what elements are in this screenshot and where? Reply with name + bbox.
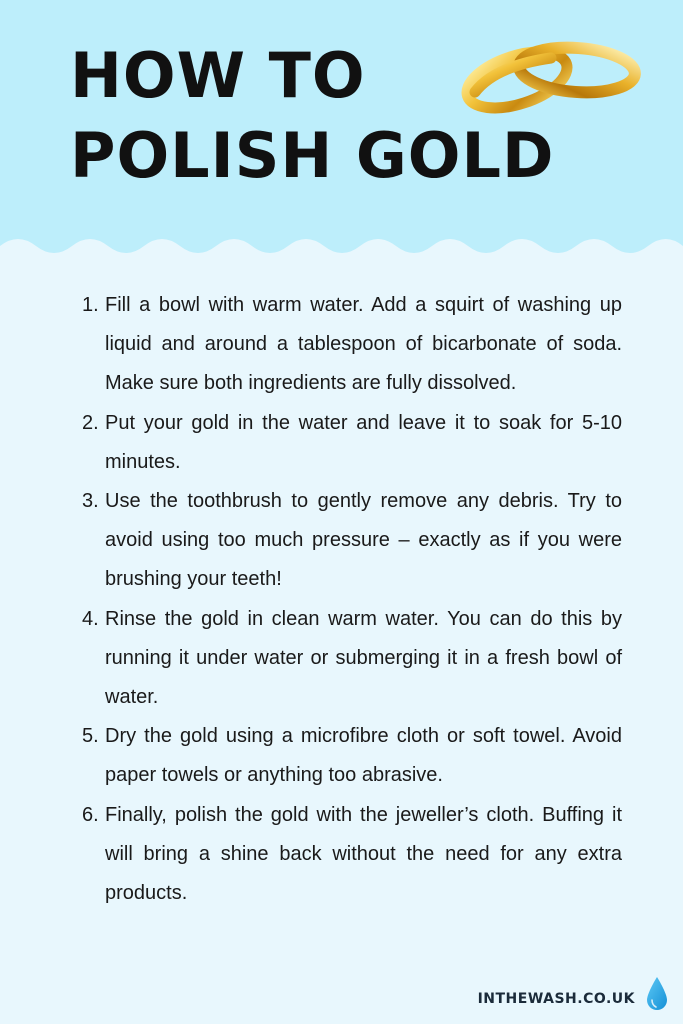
- step-number: 4.: [82, 607, 99, 630]
- footer: [478, 974, 669, 1014]
- step-text: Fill a bowl with warm water. Add a squirt of washing up liquid and around a tablespoon of bicarbonate of soda. Make sure both ingredients are fully dissolved.: [105, 294, 622, 395]
- step-text: Rinse the gold in clean warm water. You can do this by running it under water or submerging it in a fresh bowl of water.: [105, 607, 622, 709]
- list-item: [82, 600, 622, 718]
- step-number: 2.: [82, 411, 99, 434]
- list-item: [82, 482, 622, 600]
- step-number: 6.: [82, 803, 99, 826]
- step-number: 1.: [82, 294, 99, 316]
- title-line-1: HOW TO: [70, 39, 366, 112]
- title-line-2: POLISH GOLD: [70, 119, 555, 192]
- list-item: [82, 717, 622, 795]
- steps-list: [82, 286, 622, 913]
- wave-divider: [0, 232, 683, 272]
- list-item: [82, 286, 622, 404]
- water-drop-icon: [645, 976, 669, 1012]
- step-text: Dry the gold using a microfibre cloth or soft towel. Avoid paper towels or anything too abrasive.: [105, 725, 622, 787]
- step-number: 5.: [82, 725, 99, 748]
- brand-link[interactable]: INTHEWASH.CO.UK: [477, 991, 635, 1007]
- step-text: Put your gold in the water and leave it to soak for 5-10 minutes.: [105, 411, 622, 473]
- step-text: Use the toothbrush to gently remove any debris. Try to avoid using too much pressure – exactly as if you were brushing your teeth!: [105, 490, 622, 591]
- step-number: 3.: [82, 490, 99, 513]
- list-item: [82, 404, 622, 482]
- step-text: Finally, polish the gold with the jeweller’s cloth. Buffing it will bring a shine back without the need for any extra products.: [105, 803, 622, 905]
- gold-rings-icon: [455, 30, 645, 115]
- list-item: [82, 796, 622, 914]
